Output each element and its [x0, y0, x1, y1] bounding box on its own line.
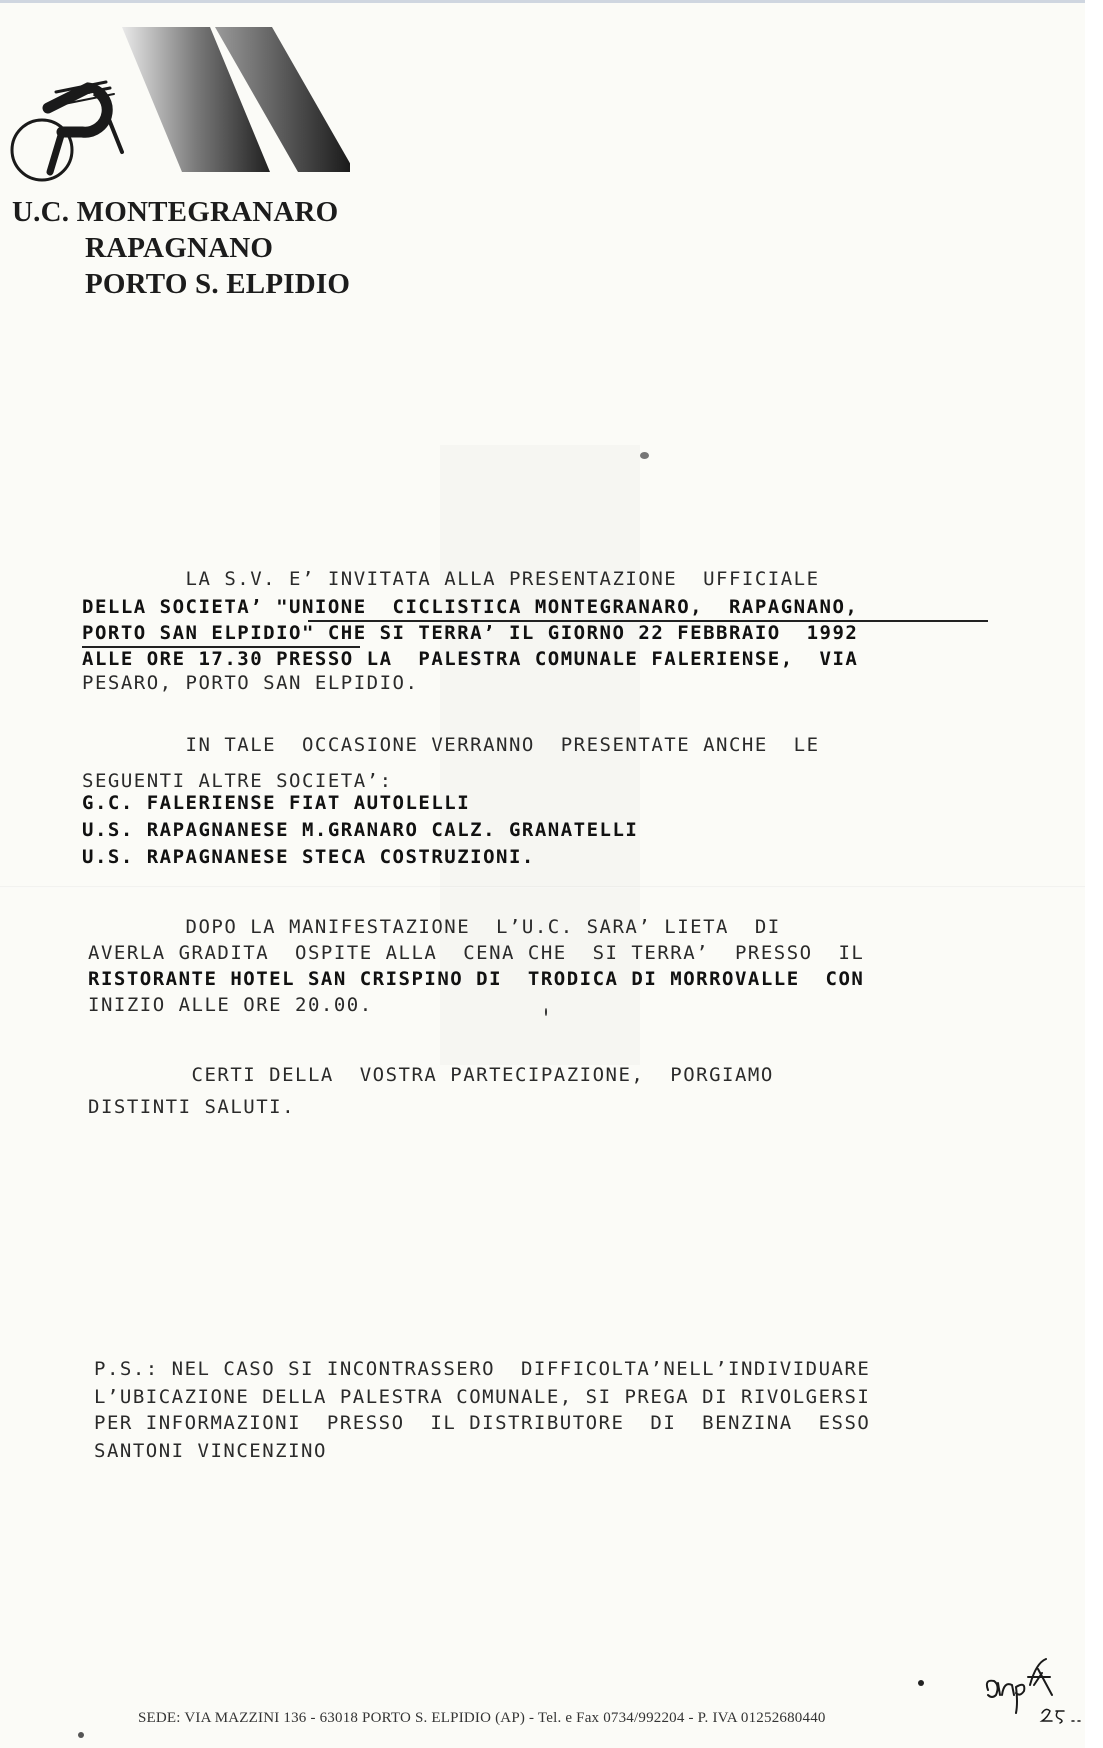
club-logo	[10, 22, 350, 182]
handwritten-note	[980, 1655, 1085, 1725]
body-line: DOPO LA MANIFESTAZIONE L’U.C. SARA’ LIETA DI	[82, 916, 781, 938]
cyclist-icon	[12, 82, 122, 180]
postscript-line: SANTONI VINCENZINO	[94, 1440, 327, 1462]
paper-speck	[78, 1732, 84, 1738]
letterhead-line-2: RAPAGNANO	[85, 232, 274, 264]
scan-right-margin	[1085, 0, 1103, 1748]
body-line: LA S.V. E’ INVITATA ALLA PRESENTAZIONE UFFICIALE	[82, 568, 820, 590]
body-line: ALLE ORE 17.30 PRESSO LA PALESTRA COMUNALE FALERIENSE, VIA	[82, 648, 859, 670]
body-line: SEGUENTI ALTRE SOCIETA’:	[82, 770, 393, 792]
body-line: INIZIO ALLE ORE 20.00.	[88, 994, 373, 1016]
body-line: RISTORANTE HOTEL SAN CRISPINO DI TRODICA DI MORROVALLE CON	[88, 968, 865, 990]
paper-speck	[640, 452, 649, 459]
body-line: IN TALE OCCASIONE VERRANNO PRESENTATE ANCHE LE	[82, 734, 820, 756]
paper-speck	[545, 1008, 547, 1016]
letterhead-line-1: U.C. MONTEGRANARO	[12, 196, 339, 228]
scan-top-edge	[0, 0, 1103, 3]
body-line: U.S. RAPAGNANESE STECA COSTRUZIONI.	[82, 846, 535, 868]
paper-speck	[918, 1680, 924, 1686]
letterhead-footer: SEDE: VIA MAZZINI 136 - 63018 PORTO S. ELPIDIO (AP) - Tel. e Fax 0734/992204 - P. IVA 01252680440	[138, 1710, 826, 1726]
body-line: PESARO, PORTO SAN ELPIDIO.	[82, 672, 419, 694]
body-line: DISTINTI SALUTI.	[88, 1096, 296, 1118]
body-line: G.C. FALERIENSE FIAT AUTOLELLI	[82, 792, 471, 814]
body-line: U.S. RAPAGNANESE M.GRANARO CALZ. GRANATELLI	[82, 819, 639, 841]
body-line: DELLA SOCIETA’ "UNIONE CICLISTICA MONTEGRANARO, RAPAGNANO,	[82, 596, 859, 618]
postscript-line: P.S.: NEL CASO SI INCONTRASSERO DIFFICOLTA’NELL’INDIVIDUARE	[94, 1358, 871, 1380]
club-name-underline	[308, 620, 988, 622]
postscript-line: PER INFORMAZIONI PRESSO IL DISTRIBUTORE DI BENZINA ESSO	[94, 1412, 871, 1434]
body-line: CERTI DELLA VOSTRA PARTECIPAZIONE, PORGIAMO	[88, 1064, 774, 1086]
body-line: AVERLA GRADITA OSPITE ALLA CENA CHE SI TERRA’ PRESSO IL	[88, 942, 865, 964]
paper-fold-line	[0, 886, 1085, 888]
postscript-line: L’UBICAZIONE DELLA PALESTRA COMUNALE, SI PREGA DI RIVOLGERSI	[94, 1386, 871, 1408]
letterhead-line-3: PORTO S. ELPIDIO	[85, 268, 351, 300]
club-name-underline	[82, 646, 360, 648]
body-line: PORTO SAN ELPIDIO" CHE SI TERRA’ IL GIORNO 22 FEBBRAIO 1992	[82, 622, 859, 644]
